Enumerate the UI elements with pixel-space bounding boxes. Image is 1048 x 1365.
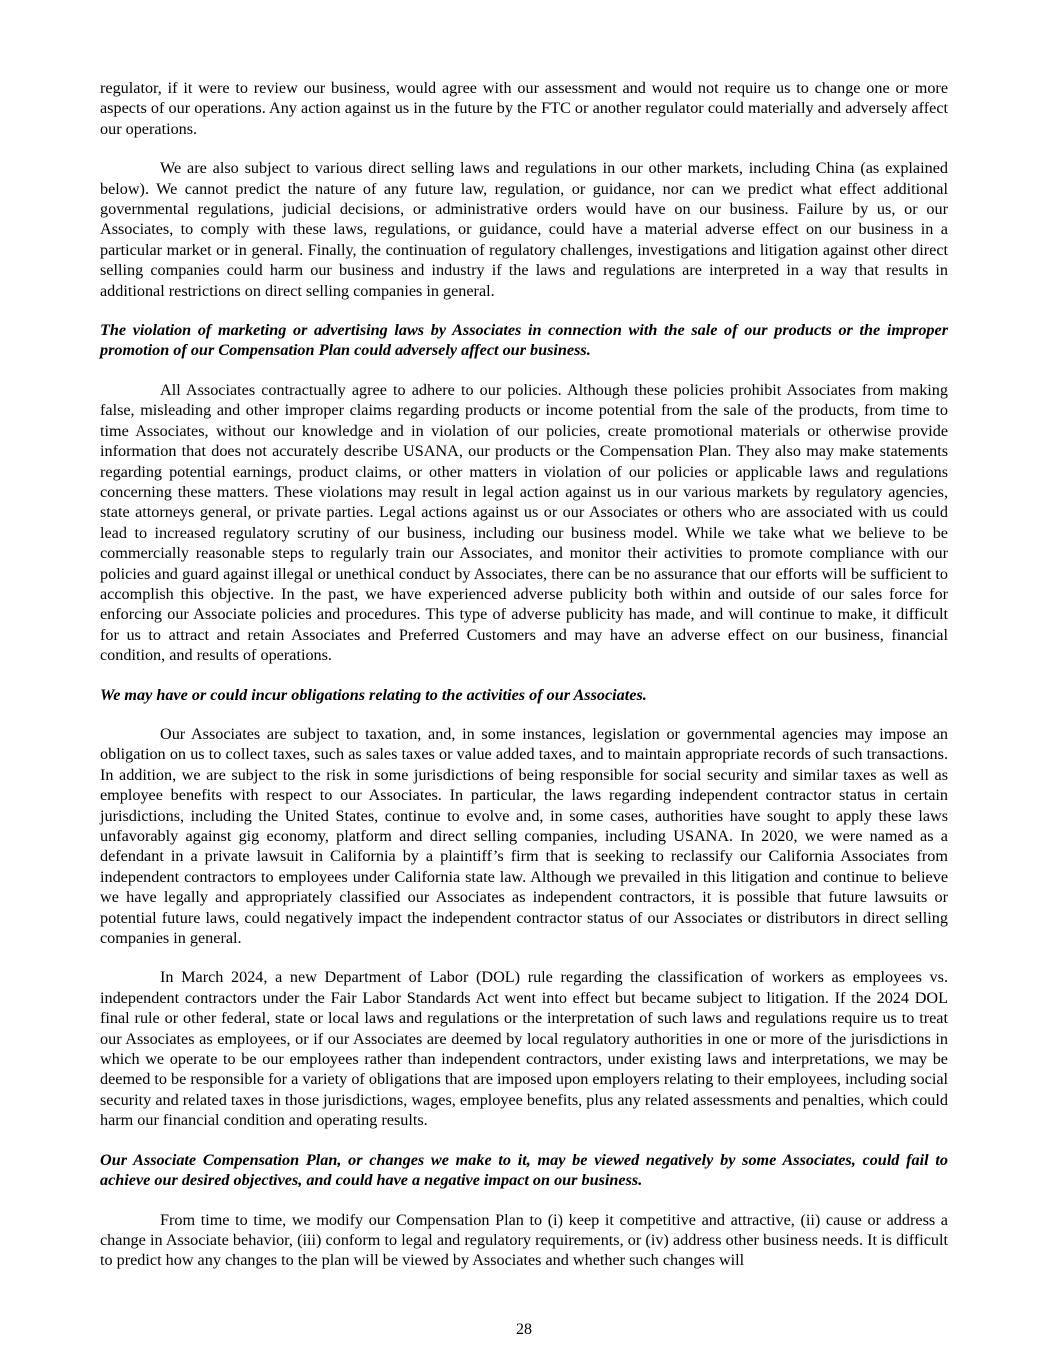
body-paragraph: We are also subject to various direct selling laws and regulations in our other markets, including China (as explained below). We cannot predict the nature of any future law, regulation, or guidance, nor can we predict what effect additional governmental regulations, judicial decisions, or administrative orders would have on our business. Failure by us, or our Associates, to comply with these laws, regulations, or guidance, could have a material adverse effect on our business in a particular market or in general. Finally, the continuation of regulatory challenges, investigations and litigation against other direct selling companies could harm our business and industry if the laws and regulations are interpreted in a way that results in additional restrictions on direct selling companies in general. [100,159,948,300]
risk-factor-heading: We may have or could incur obligations relating to the activities of our Associates. [100,685,647,704]
body-paragraph: From time to time, we modify our Compensation Plan to (i) keep it competitive and attractive, (ii) cause or address a change in Associate behavior, (iii) conform to legal and regulatory requirements, or (iv) address other business needs. It is difficult to predict how any changes to the plan will be viewed by Associates and whether such changes will [100,1210,948,1270]
document-content [100,78,948,1271]
body-paragraph: Our Associates are subject to taxation, and, in some instances, legislation or governmental agencies may impose an obligation on us to collect taxes, such as sales taxes or value added taxes, and to maintain appropriate records of such transactions. In addition, we are subject to the risk in some jurisdictions of being responsible for social security and similar taxes as well as employee benefits with respect to our Associates. In particular, the laws regarding independent contractor status in certain jurisdictions, including the United States, continue to evolve and, in some cases, authorities have sought to apply these laws unfavorably against gig economy, platform and direct selling companies, including USANA. In 2020, we were named as a defendant in a private lawsuit in California by a plaintiff’s firm that is seeking to reclassify our California Associates from independent contractors to employees under California state law. Although we prevailed in this litigation and continue to believe we have legally and appropriately classified our Associates as independent contractors, it is possible that future lawsuits or potential future laws, could negatively impact the independent contractor status of our Associates or distributors in direct selling companies in general. [100,724,948,948]
risk-factor-heading: The violation of marketing or advertising laws by Associates in connection with the sale of our products or the improper promotion of our Compensation Plan could adversely affect our business. [100,321,948,360]
risk-factor-heading: Our Associate Compensation Plan, or changes we make to it, may be viewed negatively by some Associates, could fail to achieve our desired objectives, and could have a negative impact on our business. [100,1150,948,1190]
body-paragraph: regulator, if it were to review our business, would agree with our assessment and would not require us to change one or more aspects of our operations. Any action against us in the future by the FTC or another regulator could materially and adversely affect our operations. [100,79,948,138]
body-paragraph: In March 2024, a new Department of Labor (DOL) rule regarding the classification of workers as employees vs. independent contractors under the Fair Labor Standards Act went into effect but became subject to litigation. If the 2024 DOL final rule or other federal, state or local laws and regulations or the interpretation of such laws and regulations require us to treat our Associates as employees, or if our Associates are deemed by local regulatory authorities in one or more of the jurisdictions in which we operate to be our employees rather than independent contractors, under existing laws and interpretations, we may be deemed to be responsible for a variety of obligations that are imposed upon employers relating to their employees, including social security and related taxes in those jurisdictions, wages, employee benefits, plus any related assessments and penalties, which could harm our financial condition and operating results. [100,968,948,1130]
body-paragraph: All Associates contractually agree to adhere to our policies. Although these policies prohibit Associates from making false, misleading and other improper claims regarding products or income potential from the sale of the products, from time to time Associates, without our knowledge and in violation of our policies, create promotional materials or otherwise provide information that does not accurately describe USANA, our products or the Compensation Plan. They also may make statements regarding potential earnings, product claims, or other matters in violation of our policies or applicable laws and regulations concerning these matters. These violations may result in legal action against us in our various markets by regulatory agencies, state attorneys general, or private parties. Legal actions against us or our Associates or others who are associated with us could lead to increased regulatory scrutiny of our business, including our business model. While we take what we believe to be commercially reasonable steps to regularly train our Associates, and monitor their activities to promote compliance with our policies and guard against illegal or unethical conduct by Associates, there can be no assurance that our efforts will be sufficient to accomplish this objective. In the past, we have experienced adverse publicity both within and outside of our sales force for enforcing our Associate policies and procedures. This type of adverse publicity has made, and will continue to make, it difficult for us to attract and retain Associates and Preferred Customers and may have an adverse effect on our business, financial condition, and results of operations. [100,380,948,665]
page-number: 28 [516,1321,532,1338]
